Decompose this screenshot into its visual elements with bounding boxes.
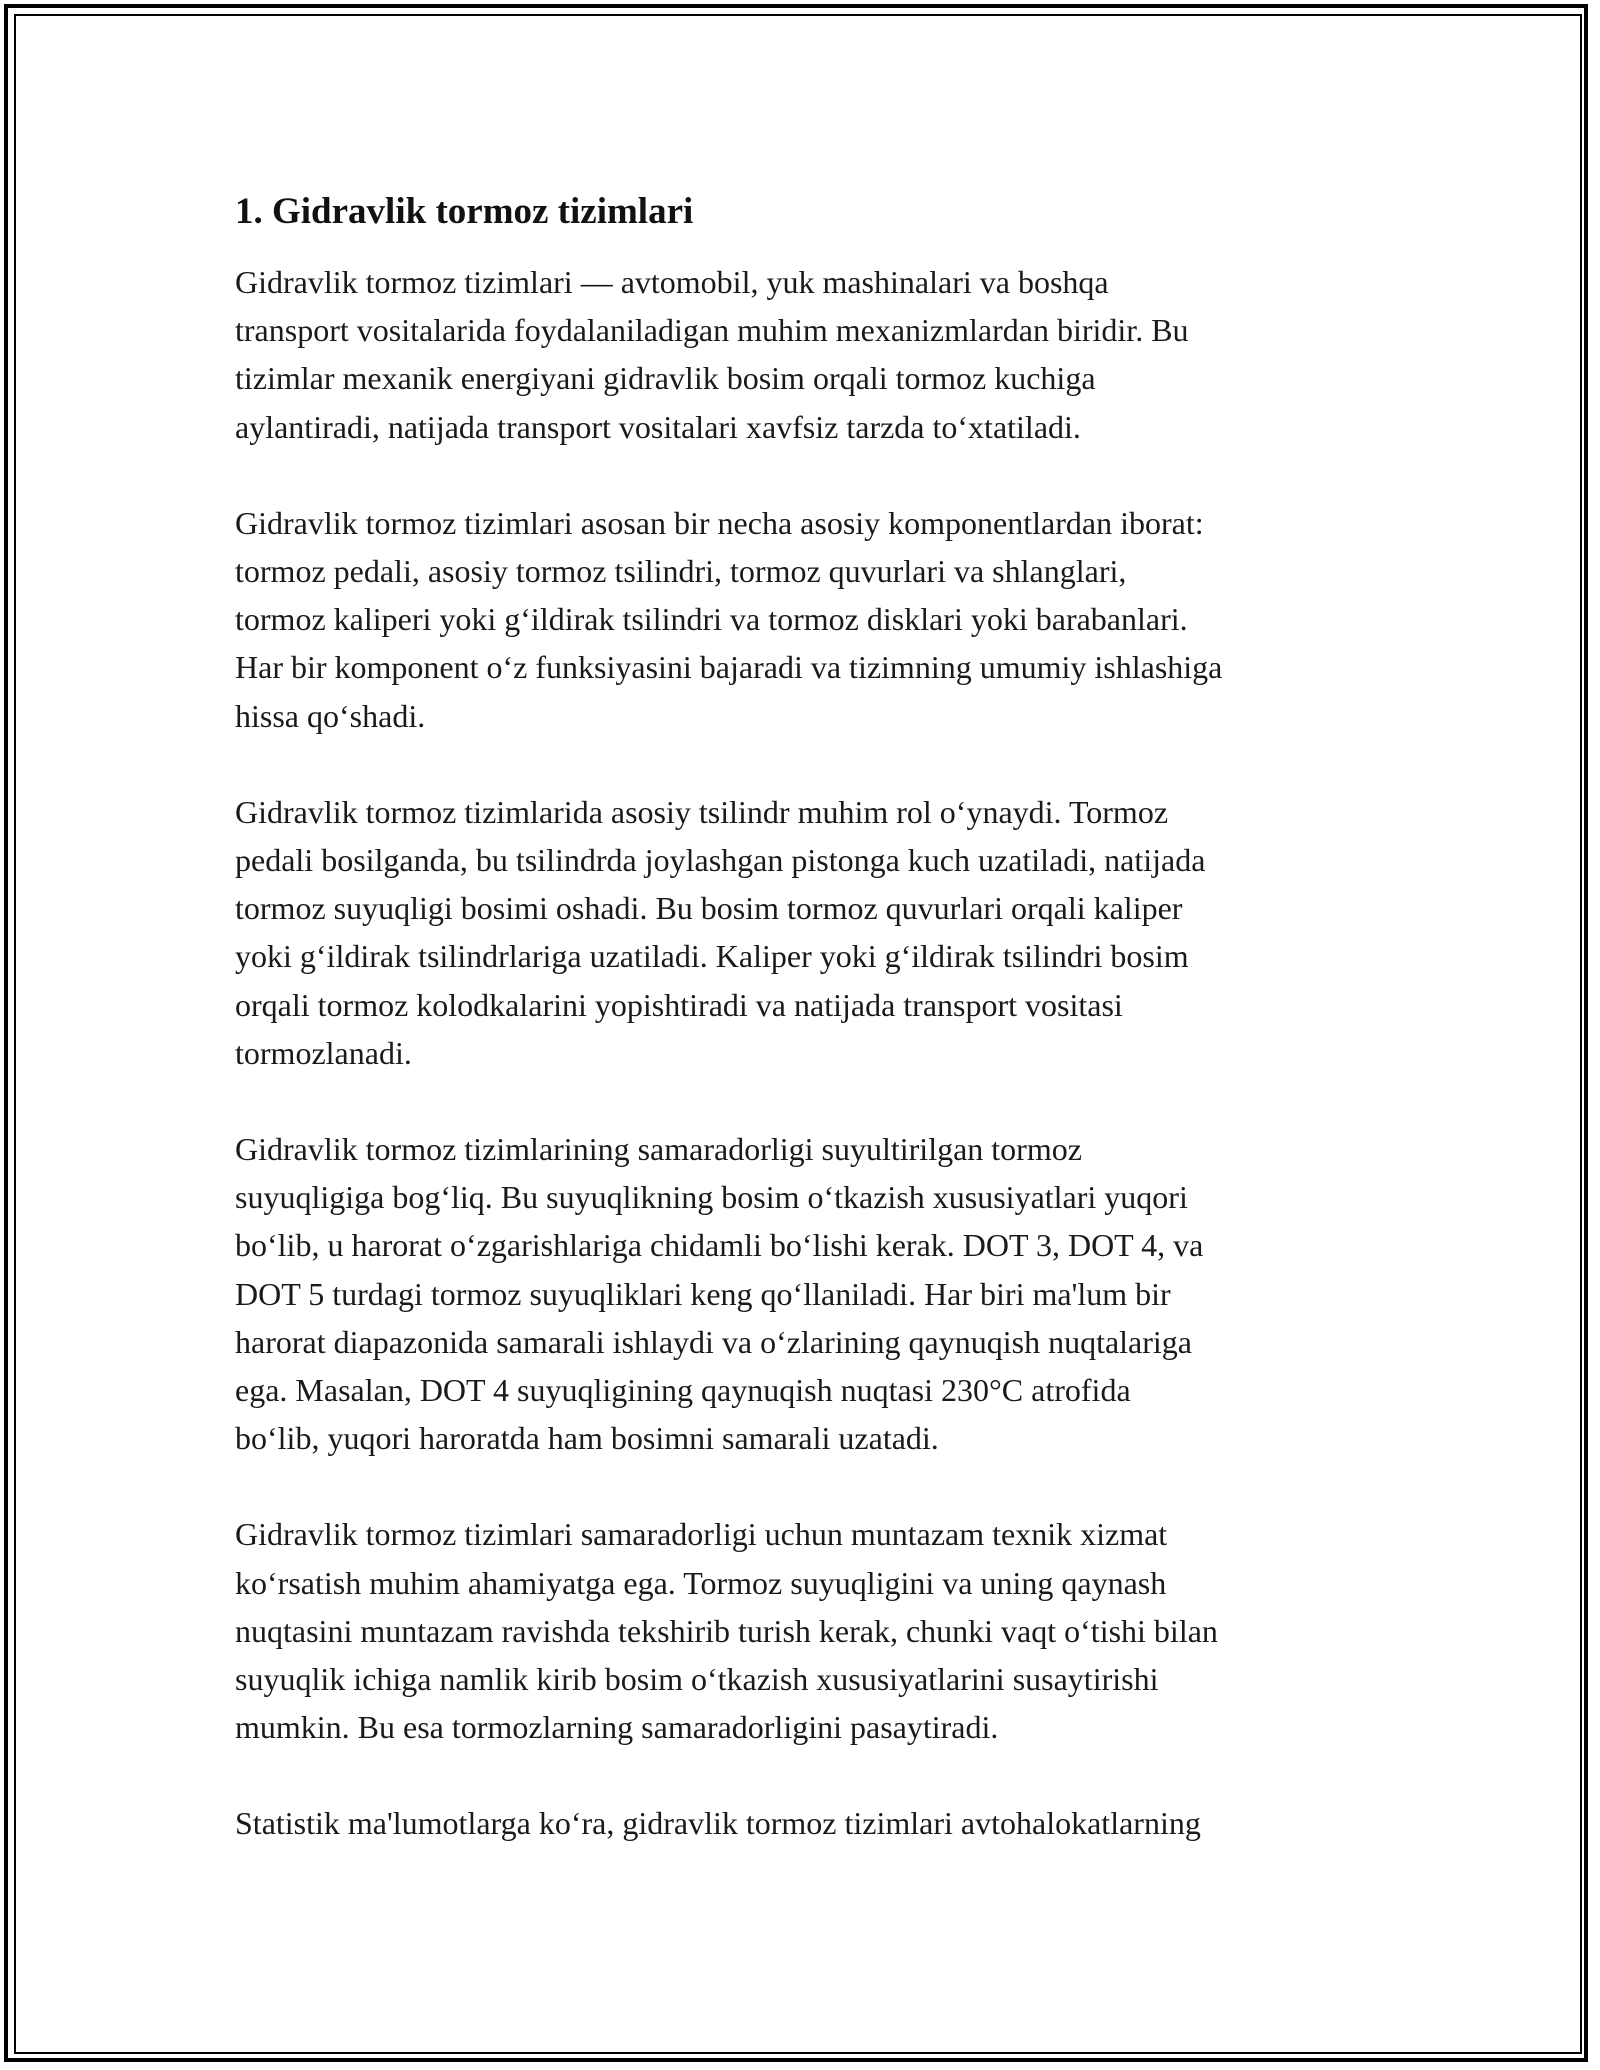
text-line: Har bir komponent o‘z funksiyasini bajaradi va tizimning umumiy ishlashiga	[235, 649, 1223, 686]
text-line: bo‘lib, u harorat o‘zgarishlariga chidamli bo‘lishi kerak. DOT 3, DOT 4, va	[235, 1227, 1204, 1264]
text-line: nuqtasini muntazam ravishda tekshirib turish kerak, chunki vaqt o‘tishi bilan	[235, 1612, 1218, 1649]
paragraph-components	[235, 499, 1375, 740]
paragraph-brake-fluid	[235, 1125, 1375, 1462]
paragraph-master-cylinder	[235, 788, 1375, 1077]
text-line: tormoz suyuqligi bosimi oshadi. Bu bosim tormoz quvurlari orqali kaliper	[235, 890, 1183, 927]
text-line: Gidravlik tormoz tizimlari — avtomobil, yuk mashinalari va boshqa	[235, 264, 1109, 300]
paragraph-intro	[235, 258, 1375, 451]
text-line: harorat diapazonida samarali ishlaydi va o‘zlarining qaynuqish nuqtalariga	[235, 1323, 1192, 1360]
text-line: Gidravlik tormoz tizimlarida asosiy tsilindr muhim rol o‘ynaydi. Tormoz	[235, 793, 1169, 830]
text-line: pedali bosilganda, bu tsilindrda joylashgan pistonga kuch uzatiladi, natijada	[235, 842, 1206, 879]
text-line: bo‘lib, yuqori haroratda ham bosimni samarali uzatadi.	[235, 1420, 939, 1457]
text-line: ega. Masalan, DOT 4 suyuqligining qaynuqish nuqtasi 230°C atrofida	[235, 1372, 1131, 1409]
text-line: mumkin. Bu esa tormozlarning samaradorligini pasaytiradi.	[235, 1709, 999, 1746]
text-line: Gidravlik tormoz tizimlarining samaradorligi suyultirilgan tormoz	[235, 1131, 1082, 1168]
text-line: tormoz kaliperi yoki g‘ildirak tsilindri va tormoz disklari yoki barabanlari.	[235, 601, 1188, 638]
text-line: yoki g‘ildirak tsilindrlariga uzatiladi. Kaliper yoki g‘ildirak tsilindri bosim	[235, 938, 1189, 975]
text-line: transport vositalarida foydalaniladigan muhim mexanizmlardan biridir. Bu	[235, 312, 1189, 349]
section-heading: 1. Gidravlik tormoz tizimlari	[235, 191, 694, 232]
text-line: Gidravlik tormoz tizimlari asosan bir necha asosiy komponentlardan iborat:	[235, 504, 1204, 541]
text-line: Gidravlik tormoz tizimlari samaradorligi uchun muntazam texnik xizmat	[235, 1516, 1168, 1553]
text-line: Statistik ma'lumotlarga ko‘ra, gidravlik tormoz tizimlari avtohalokatlarning	[235, 1805, 1201, 1842]
text-line: tormozlanadi.	[235, 1034, 412, 1071]
document-body	[235, 188, 1375, 1896]
paragraph-statistics	[235, 1799, 1375, 1847]
text-line: aylantiradi, natijada transport vositalari xavfsiz tarzda to‘xtatiladi.	[235, 408, 1081, 445]
text-line: orqali tormoz kolodkalarini yopishtiradi va natijada transport vositasi	[235, 986, 1123, 1023]
text-line: tizimlar mexanik energiyani gidravlik bosim orqali tormoz kuchiga	[235, 360, 1096, 397]
text-line: ko‘rsatish muhim ahamiyatga ega. Tormoz suyuqligini va uning qaynash	[235, 1564, 1167, 1601]
text-line: DOT 5 turdagi tormoz suyuqliklari keng qo‘llaniladi. Har biri ma'lum bir	[235, 1275, 1171, 1312]
text-line: tormoz pedali, asosiy tormoz tsilindri, tormoz quvurlari va shlanglari,	[235, 553, 1127, 590]
paragraph-maintenance	[235, 1510, 1375, 1751]
text-line: suyuqligiga bog‘liq. Bu suyuqlikning bosim o‘tkazish xususiyatlari yuqori	[235, 1179, 1188, 1216]
text-line: suyuqlik ichiga namlik kirib bosim o‘tkazish xususiyatlarini susaytirishi	[235, 1661, 1159, 1698]
text-line: hissa qo‘shadi.	[235, 697, 426, 734]
